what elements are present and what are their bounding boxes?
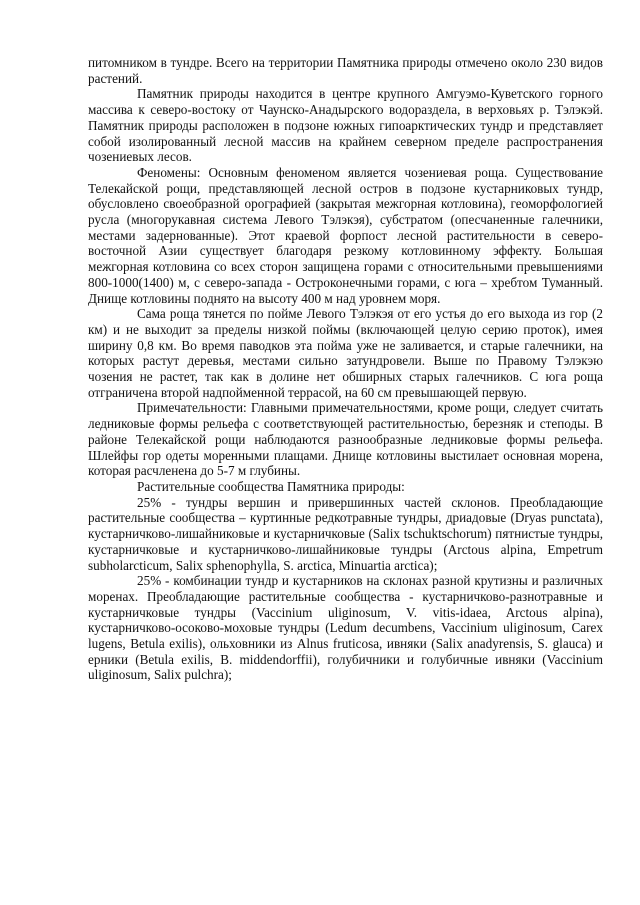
paragraph-location: Памятник природы находится в центре крупного Амгуэмо-Куветского горного массива к северо-востоку от Чаунско-Анадырского водораздела, в верховьях р. Тэлэкэй. Памятник природы расположен в подзоне южных гипоарктических тундр и представляет собой изолированный лесной массив на крайнем северном пределе распространения чозениевых лесов. bbox=[88, 86, 603, 165]
paragraph-slope-tundras-shrubs: 25% - комбинации тундр и кустарников на склонах разной крутизны и различных моренах. Преобладающие растительные сообщества - кустарничково-разнотравные и кустарничковые тундры (Vaccinium uliginosum, V. vitis-idaea, Arctous alpina), кустарничково-осоково-моховые тундры (Ledum decumbens, Vaccinium uliginosum, Carex lugens, Betula exilis), ольховники из Alnus fruticosa, ивняки (Salix anadyrensis, S. glauca) и ерники (Betula exilis, B. middendorffii), голубичники и голубичные ивняки (Vaccinium uliginosum, Salix pulchra); bbox=[88, 573, 603, 683]
paragraph-intro-continuation: питомником в тундре. Всего на территории Памятника природы отмечено около 230 видов растений. bbox=[88, 55, 603, 86]
paragraph-notable-features: Примечательности: Главными примечательностями, кроме рощи, следует считать ледниковые формы рельефа с соответствующей растительностью, березняк и степоды. В районе Телекайской рощи наблюдаются разнообразные ледниковые формы рельефа. Шлейфы гор одеты моренными плащами. Днище котловины выстилает основная морена, которая расчленена до 5-7 м глубины. bbox=[88, 400, 603, 479]
document-body bbox=[88, 55, 603, 683]
paragraph-summit-tundras: 25% - тундры вершин и привершинных частей склонов. Преобладающие растительные сообщества – куртинные редкотравные тундры, дриадовые (Dryas punctata), кустарничково-лишайниковые и кустарничковые (Salix tschuktschorum) пятнистые тундры, кустарничковые и кустарничково-лишайниковые тундры (Arctous alpina, Empetrum subholarcticum, Salix sphenophylla, S. arctica, Minuartia arctica); bbox=[88, 494, 603, 573]
paragraph-plant-communities-heading: Растительные сообщества Памятника природы: bbox=[137, 478, 405, 494]
paragraph-phenomena: Феномены: Основным феноменом является чозениевая роща. Существование Телекайской рощи, представляющей лесной остров в подзоне кустарниковых тундр, обусловлено своеобразной орографией (закрытая межгорная котловина), геоморфологией русла (многорукавная система Левого Тэлэкэя), субстратом (опесчаненные галечники, местами задернованные). Этот краевой форпост лесной растительности в северо-восточной Азии существует благодаря резкому котловинному эффекту. Большая межгорная котловина со всех сторон защищена горами с относительными превышениями 800-1000(1400) м, с северо-запада - Остроконечными горами, с юга – хребтом Туманный. Днище котловины поднято на высоту 400 м над уровнем моря. bbox=[88, 164, 603, 306]
paragraph-grove-description: Сама роща тянется по пойме Левого Тэлэкэя от его устья до его выхода из гор (2 км) и не выходит за пределы низкой поймы (включающей целую серию проток), имея ширину 0,8 км. Во время паводков эта пойма уже не заливается, и старые галечники, на которых растут деревья, местами сильно затундровели. Выше по Правому Тэлэкэю чозения не растет, так как в долине нет обширных старых галечников. С юга роща отграничена второй надпойменной террасой, на 60 см превышающей первую. bbox=[88, 306, 603, 400]
